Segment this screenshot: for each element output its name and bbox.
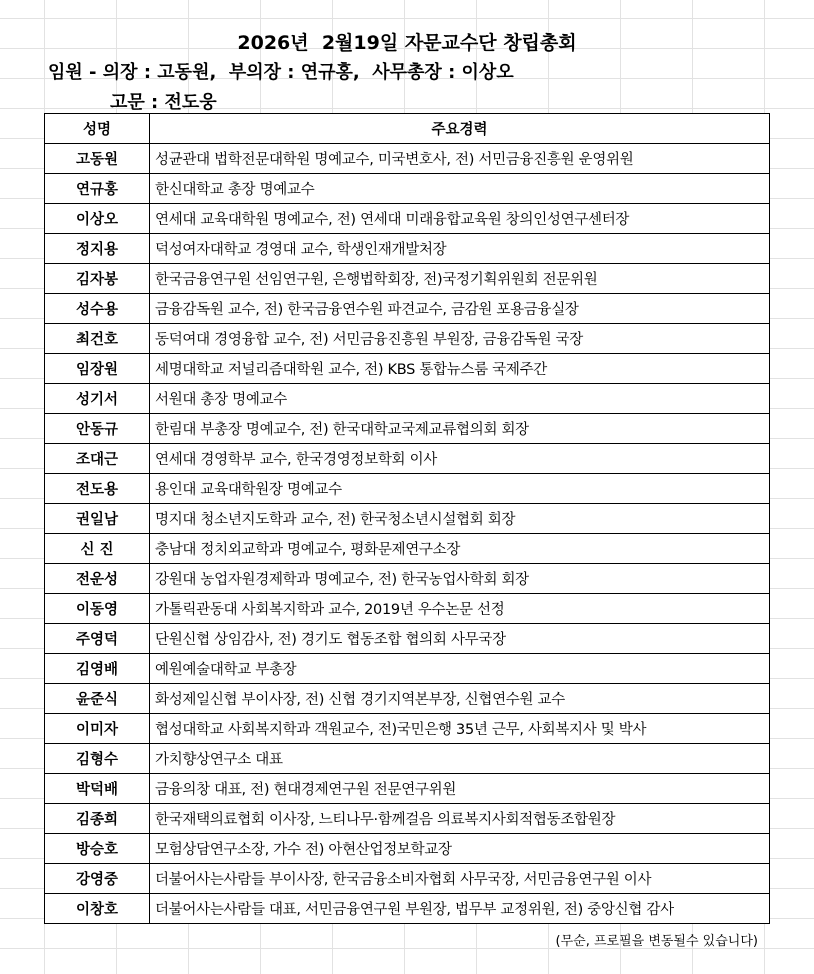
member-career: 한신대학교 총장 명예교수: [150, 174, 770, 204]
member-name: 권일남: [45, 504, 150, 534]
table-row: [45, 144, 770, 174]
member-name: 전운성: [45, 564, 150, 594]
table-row: [45, 834, 770, 864]
table-row: [45, 384, 770, 414]
member-name: 주영덕: [45, 624, 150, 654]
officers-line: 임원 - 의장 : 고동원, 부의장 : 연규홍, 사무총장 : 이상오: [48, 62, 514, 83]
header-name: 성명: [45, 114, 150, 144]
member-name: 이미자: [45, 714, 150, 744]
member-name: 김영배: [45, 654, 150, 684]
member-career: 한국재택의료협회 이사장, 느티나무·함께걸음 의료복지사회적협동조합원장: [150, 804, 770, 834]
member-career: 예원예술대학교 부총장: [150, 654, 770, 684]
table-row: [45, 654, 770, 684]
member-career: 용인대 교육대학원장 명예교수: [150, 474, 770, 504]
member-career: 금융감독원 교수, 전) 한국금융연수원 파견교수, 금감원 포용금융실장: [150, 294, 770, 324]
table-body: [45, 144, 770, 924]
table-row: [45, 714, 770, 744]
table-row: [45, 294, 770, 324]
table-row: [45, 774, 770, 804]
table-row: [45, 894, 770, 924]
member-career: 한국금융연구원 선임연구원, 은행법학회장, 전)국정기획위원회 전문위원: [150, 264, 770, 294]
member-career: 성균관대 법학전문대학원 명예교수, 미국변호사, 전) 서민금융진흥원 운영위원: [150, 144, 770, 174]
member-career: 가치향상연구소 대표: [150, 744, 770, 774]
table-row: [45, 324, 770, 354]
member-name: 김종희: [45, 804, 150, 834]
member-career: 화성제일신협 부이사장, 전) 신협 경기지역본부장, 신협연수원 교수: [150, 684, 770, 714]
member-career: 덕성여자대학교 경영대 교수, 학생인재개발처장: [150, 234, 770, 264]
table-row: [45, 864, 770, 894]
member-name: 성수용: [45, 294, 150, 324]
table-row: [45, 354, 770, 384]
member-name: 이동영: [45, 594, 150, 624]
member-name: 안동규: [45, 414, 150, 444]
member-career: 세명대학교 저널리즘대학원 교수, 전) KBS 통합뉴스룸 국제주간: [150, 354, 770, 384]
table-row: [45, 264, 770, 294]
member-career: 연세대 교육대학원 명예교수, 전) 연세대 미래융합교육원 창의인성연구센터장: [150, 204, 770, 234]
member-career: 충남대 정치외교학과 명예교수, 평화문제연구소장: [150, 534, 770, 564]
member-name: 연규홍: [45, 174, 150, 204]
table-row: [45, 534, 770, 564]
member-career: 명지대 청소년지도학과 교수, 전) 한국청소년시설협회 회장: [150, 504, 770, 534]
advisor-line: 고문 : 전도웅: [110, 92, 217, 113]
member-name: 방승호: [45, 834, 150, 864]
table-row: [45, 744, 770, 774]
table-row: [45, 204, 770, 234]
member-career: 협성대학교 사회복지학과 객원교수, 전)국민은행 35년 근무, 사회복지사 및 박사: [150, 714, 770, 744]
member-career: 더불어사는사람들 부이사장, 한국금융소비자협회 사무국장, 서민금융연구원 이사: [150, 864, 770, 894]
member-career: 연세대 경영학부 교수, 한국경영정보학회 이사: [150, 444, 770, 474]
footnote: (무순, 프로필을 변동될수 있습니다): [555, 934, 758, 949]
member-name: 조대근: [45, 444, 150, 474]
member-career: 동덕여대 경영융합 교수, 전) 서민금융진흥원 부원장, 금융감독원 국장: [150, 324, 770, 354]
table-row: [45, 444, 770, 474]
member-name: 김형수: [45, 744, 150, 774]
member-name: 고동원: [45, 144, 150, 174]
table-row: [45, 624, 770, 654]
member-career: 가톨릭관동대 사회복지학과 교수, 2019년 우수논문 선정: [150, 594, 770, 624]
member-name: 윤준식: [45, 684, 150, 714]
member-name: 이창호: [45, 894, 150, 924]
member-name: 신 진: [45, 534, 150, 564]
table-row: [45, 414, 770, 444]
member-table: [44, 113, 770, 924]
header-career: 주요경력: [150, 114, 770, 144]
table-row: [45, 234, 770, 264]
member-career: 강원대 농업자원경제학과 명예교수, 전) 한국농업사학회 회장: [150, 564, 770, 594]
member-career: 모험상담연구소장, 가수 전) 아현산업정보학교장: [150, 834, 770, 864]
member-name: 임장원: [45, 354, 150, 384]
member-name: 최건호: [45, 324, 150, 354]
table-row: [45, 804, 770, 834]
member-career: 단원신협 상임감사, 전) 경기도 협동조합 협의회 사무국장: [150, 624, 770, 654]
member-name: 박덕배: [45, 774, 150, 804]
member-career: 한림대 부총장 명예교수, 전) 한국대학교국제교류협의회 회장: [150, 414, 770, 444]
member-name: 김자봉: [45, 264, 150, 294]
table-row: [45, 594, 770, 624]
member-career: 금융의창 대표, 전) 현대경제연구원 전문연구위원: [150, 774, 770, 804]
table-header-row: [45, 114, 770, 144]
table-row: [45, 684, 770, 714]
member-name: 전도용: [45, 474, 150, 504]
member-career: 더불어사는사람들 대표, 서민금융연구원 부원장, 법무부 교정위원, 전) 중앙신협 감사: [150, 894, 770, 924]
table-row: [45, 564, 770, 594]
table-row: [45, 504, 770, 534]
member-name: 강영중: [45, 864, 150, 894]
member-name: 이상오: [45, 204, 150, 234]
table-row: [45, 474, 770, 504]
member-name: 성기서: [45, 384, 150, 414]
member-name: 정지용: [45, 234, 150, 264]
member-career: 서원대 총장 명예교수: [150, 384, 770, 414]
page-title: 2026년 2월19일 자문교수단 창립총회: [237, 32, 577, 54]
table-row: [45, 174, 770, 204]
